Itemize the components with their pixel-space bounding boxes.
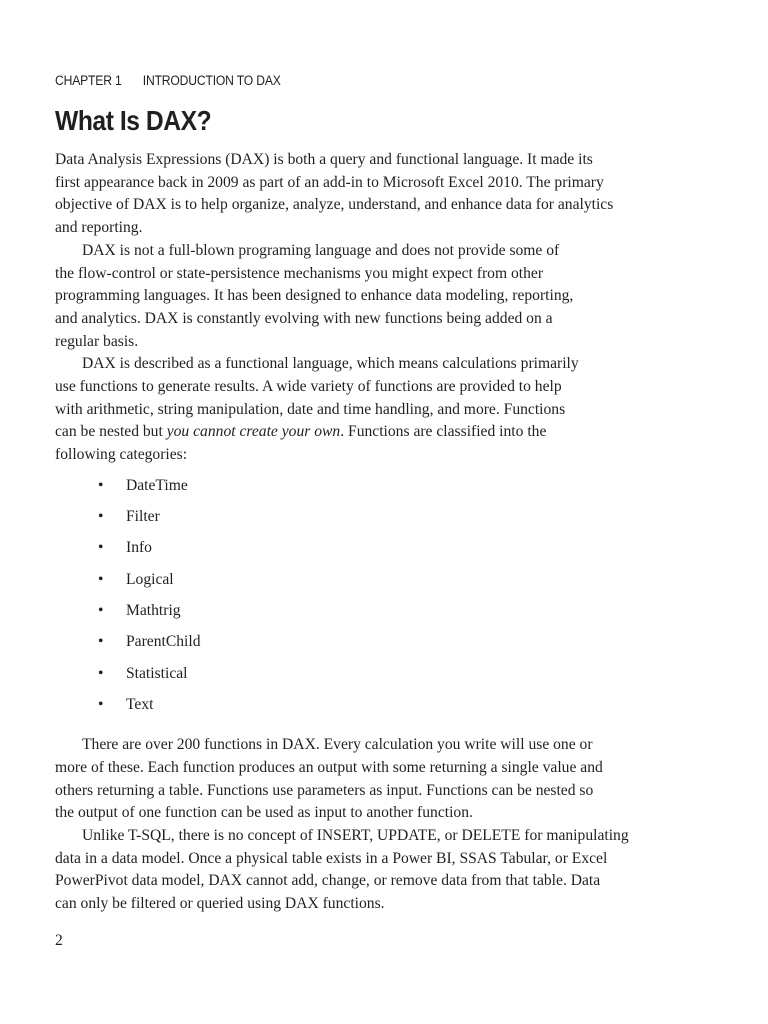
bullet-icon: • xyxy=(98,633,104,651)
list-item-label: Filter xyxy=(126,508,160,526)
text-line: Data Analysis Expressions (DAX) is both a query and functional language. It made its xyxy=(55,151,593,168)
text-line: use functions to generate results. A wide variety of functions are provided to help xyxy=(55,378,562,396)
text-line: others returning a table. Functions use parameters as input. Functions can be nested so xyxy=(55,781,594,799)
list-item xyxy=(55,694,695,725)
text-line: DAX is described as a functional language, which means calculations primarily xyxy=(82,355,579,373)
list-item-label: ParentChild xyxy=(126,633,201,651)
emphasis-text: you cannot create your own xyxy=(166,423,341,441)
list-item xyxy=(55,631,695,662)
running-head xyxy=(55,73,281,88)
text-line: regular basis. xyxy=(55,332,139,350)
text-line: and analytics. DAX is constantly evolving with new functions being added on a xyxy=(55,309,553,327)
list-item-label: Logical xyxy=(126,570,174,588)
text-line: the output of one function can be used as input to another function. xyxy=(55,804,473,822)
page-number: 2 xyxy=(55,932,63,949)
text-line: DAX is not a full-blown programing language and does not provide some of xyxy=(82,241,560,259)
chapter-number: CHAPTER 1 xyxy=(55,73,122,88)
list-item xyxy=(55,600,695,631)
text-line: There are over 200 functions in DAX. Every calculation you write will use one or xyxy=(82,736,593,754)
text-line xyxy=(55,421,695,444)
paragraph-not-programming-language xyxy=(55,240,695,354)
list-item-label: Info xyxy=(126,539,152,557)
list-item xyxy=(55,569,695,600)
text-line: more of these. Each function produces an output with some returning a single value and xyxy=(55,758,603,776)
text-line: and reporting. xyxy=(55,219,143,237)
paragraph-intro xyxy=(55,149,695,240)
body-text xyxy=(55,149,695,916)
list-item xyxy=(55,506,695,537)
bullet-icon: • xyxy=(98,570,104,588)
bullet-icon: • xyxy=(98,664,104,682)
list-item-label: Statistical xyxy=(126,664,188,682)
text-line: the flow-control or state-persistence mechanisms you might expect from other xyxy=(55,264,544,282)
list-item-label: DateTime xyxy=(126,476,188,494)
chapter-title: INTRODUCTION TO DAX xyxy=(142,73,281,88)
bullet-icon: • xyxy=(98,695,104,713)
list-item-label: Text xyxy=(126,695,154,713)
text-run: . Functions are classified into the xyxy=(340,423,547,441)
text-run: can be nested but xyxy=(55,423,167,441)
bullet-icon: • xyxy=(98,539,104,557)
text-line: first appearance back in 2009 as part of an add-in to Microsoft Excel 2010. The primary xyxy=(55,173,604,191)
bullet-icon: • xyxy=(98,602,104,620)
list-item-label: Mathtrig xyxy=(126,602,181,620)
function-categories-list xyxy=(55,475,695,725)
text-line: objective of DAX is to help organize, analyze, understand, and enhance data for analytics xyxy=(55,196,614,214)
section-heading: What Is DAX? xyxy=(55,105,212,136)
list-item xyxy=(55,537,695,568)
text-line: data in a data model. Once a physical table exists in a Power BI, SSAS Tabular, or Excel xyxy=(55,849,608,867)
text-line: following categories: xyxy=(55,446,188,464)
bullet-icon: • xyxy=(98,508,104,526)
paragraph-tsql-comparison xyxy=(55,825,695,916)
paragraph-function-count xyxy=(55,734,695,825)
text-line: can only be filtered or queried using DAX functions. xyxy=(55,895,385,913)
bullet-icon: • xyxy=(98,476,104,494)
list-item xyxy=(55,663,695,694)
list-item xyxy=(55,475,695,506)
text-line: Unlike T-SQL, there is no concept of INSERT, UPDATE, or DELETE for manipulating xyxy=(82,827,629,845)
paragraph-functional-language xyxy=(55,353,695,467)
text-line: with arithmetic, string manipulation, date and time handling, and more. Functions xyxy=(55,400,566,418)
text-line: programming languages. It has been designed to enhance data modeling, reporting, xyxy=(55,287,574,305)
text-line: PowerPivot data model, DAX cannot add, change, or remove data from that table. Data xyxy=(55,872,601,890)
